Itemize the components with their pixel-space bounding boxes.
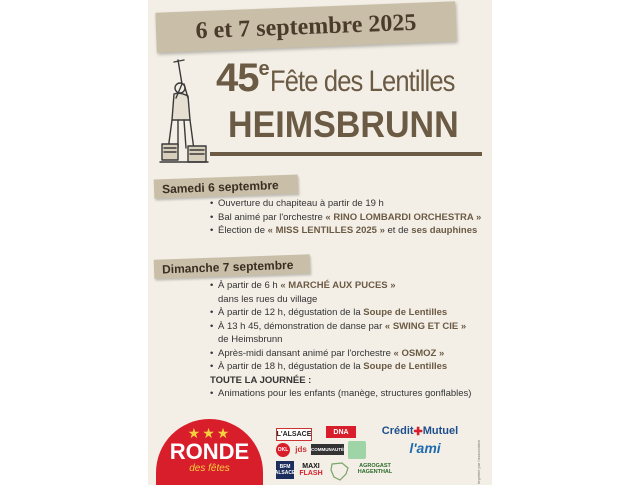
- alsace-text: ALSACE: [274, 470, 296, 476]
- list-item: [210, 388, 471, 400]
- item-highlight: Soupe de Lentilles: [363, 307, 448, 318]
- saturday-program: [210, 198, 481, 239]
- item-highlight: ses dauphines: [411, 225, 478, 236]
- bfm-alsace-logo: [276, 461, 294, 479]
- sponsor-badge-icon: [348, 441, 366, 459]
- item-text: À 13 h 45, démonstration de danse par: [218, 320, 385, 332]
- communaute-logo: COMMUNAUTÉ: [311, 444, 344, 455]
- dna-logo: DNA: [326, 426, 356, 438]
- list-item: [210, 321, 466, 333]
- list-item: [210, 280, 466, 292]
- agrogast-text: AGROGAST: [359, 463, 391, 469]
- ronde-name: RONDE: [169, 439, 250, 464]
- sunday-program: [210, 280, 466, 375]
- list-item-continuation: [210, 294, 466, 306]
- bfm-text: BFM: [279, 464, 291, 470]
- item-text: de Heimsbrunn: [218, 334, 283, 345]
- list-item: [210, 225, 481, 237]
- date-banner: 6 et 7 septembre 2025: [155, 1, 456, 52]
- item-highlight: « OSMOZ »: [393, 347, 445, 359]
- list-item-continuation: [210, 334, 466, 346]
- mutuel-text: Mutuel: [422, 425, 459, 437]
- item-text: À partir de 6 h: [218, 280, 281, 291]
- item-text: À partir de 12 h, dégustation de la: [218, 307, 364, 318]
- poster: [148, 0, 492, 485]
- list-item: [210, 198, 481, 210]
- maxi-flash-logo: [298, 460, 324, 480]
- credit-mutuel-logo: [374, 424, 466, 438]
- ronde-des-fetes-logo: [156, 419, 263, 485]
- list-item: [210, 212, 481, 224]
- item-highlight: Soupe de Lentilles: [363, 361, 448, 372]
- alsace-map-icon: [328, 462, 352, 482]
- event-name: Fête des Lentilles: [269, 65, 455, 98]
- item-highlight: « RINO LOMBARDI ORCHESTRA »: [325, 211, 482, 223]
- item-text: Animations pour les enfants (manège, structures gonflables): [218, 388, 472, 399]
- jds-logo: jds: [295, 444, 307, 454]
- item-highlight: « MISS LENTILLES 2025 »: [267, 225, 385, 236]
- edition-superscript: e: [258, 58, 270, 80]
- saturday-banner: Samedi 6 septembre: [154, 174, 299, 198]
- farmer-illustration-icon: [158, 58, 210, 166]
- list-item: [210, 361, 466, 373]
- okl-logo: OKL: [276, 443, 290, 457]
- agrogast-logo: [354, 461, 396, 477]
- all-day-program: [210, 388, 471, 402]
- item-text: Ouverture du chapiteau à partir de 19 h: [218, 198, 384, 209]
- hagenthal-text: HAGENTHAL: [357, 469, 393, 475]
- maxi-text: MAXI: [302, 463, 320, 470]
- item-highlight: « MARCHÉ AUX PUCES »: [280, 280, 396, 291]
- stars-icon: ★★★: [187, 425, 232, 441]
- flash-text: FLASH: [299, 470, 323, 477]
- list-item: [210, 307, 466, 319]
- item-highlight: « SWING ET CIE »: [384, 320, 467, 332]
- ronde-subtitle: des fêtes: [189, 463, 230, 474]
- edition-number: 45: [216, 56, 259, 100]
- cross-icon: ✚: [413, 425, 423, 438]
- list-item: [210, 348, 466, 360]
- item-text: Élection de: [218, 225, 268, 236]
- town-name: HEIMSBRUNN: [228, 104, 459, 145]
- credit-text: Crédit: [381, 425, 414, 437]
- imprint-note: Imprimé par l'association: [476, 439, 481, 484]
- event-title: [216, 56, 487, 101]
- lami-logo: l'ami: [409, 440, 441, 456]
- sunday-banner: Dimanche 7 septembre: [154, 254, 311, 278]
- lalsace-logo: L'ALSACE: [276, 428, 312, 441]
- item-text: dans les rues du village: [218, 293, 318, 305]
- title-divider: [210, 152, 482, 156]
- item-text: et de: [384, 225, 412, 236]
- item-text: Bal animé par l'orchestre: [218, 211, 326, 223]
- item-text: Après-midi dansant animé par l'orchestre: [218, 347, 394, 359]
- item-text: À partir de 18 h, dégustation de la: [218, 361, 364, 372]
- all-day-heading: TOUTE LA JOURNÉE :: [210, 375, 312, 386]
